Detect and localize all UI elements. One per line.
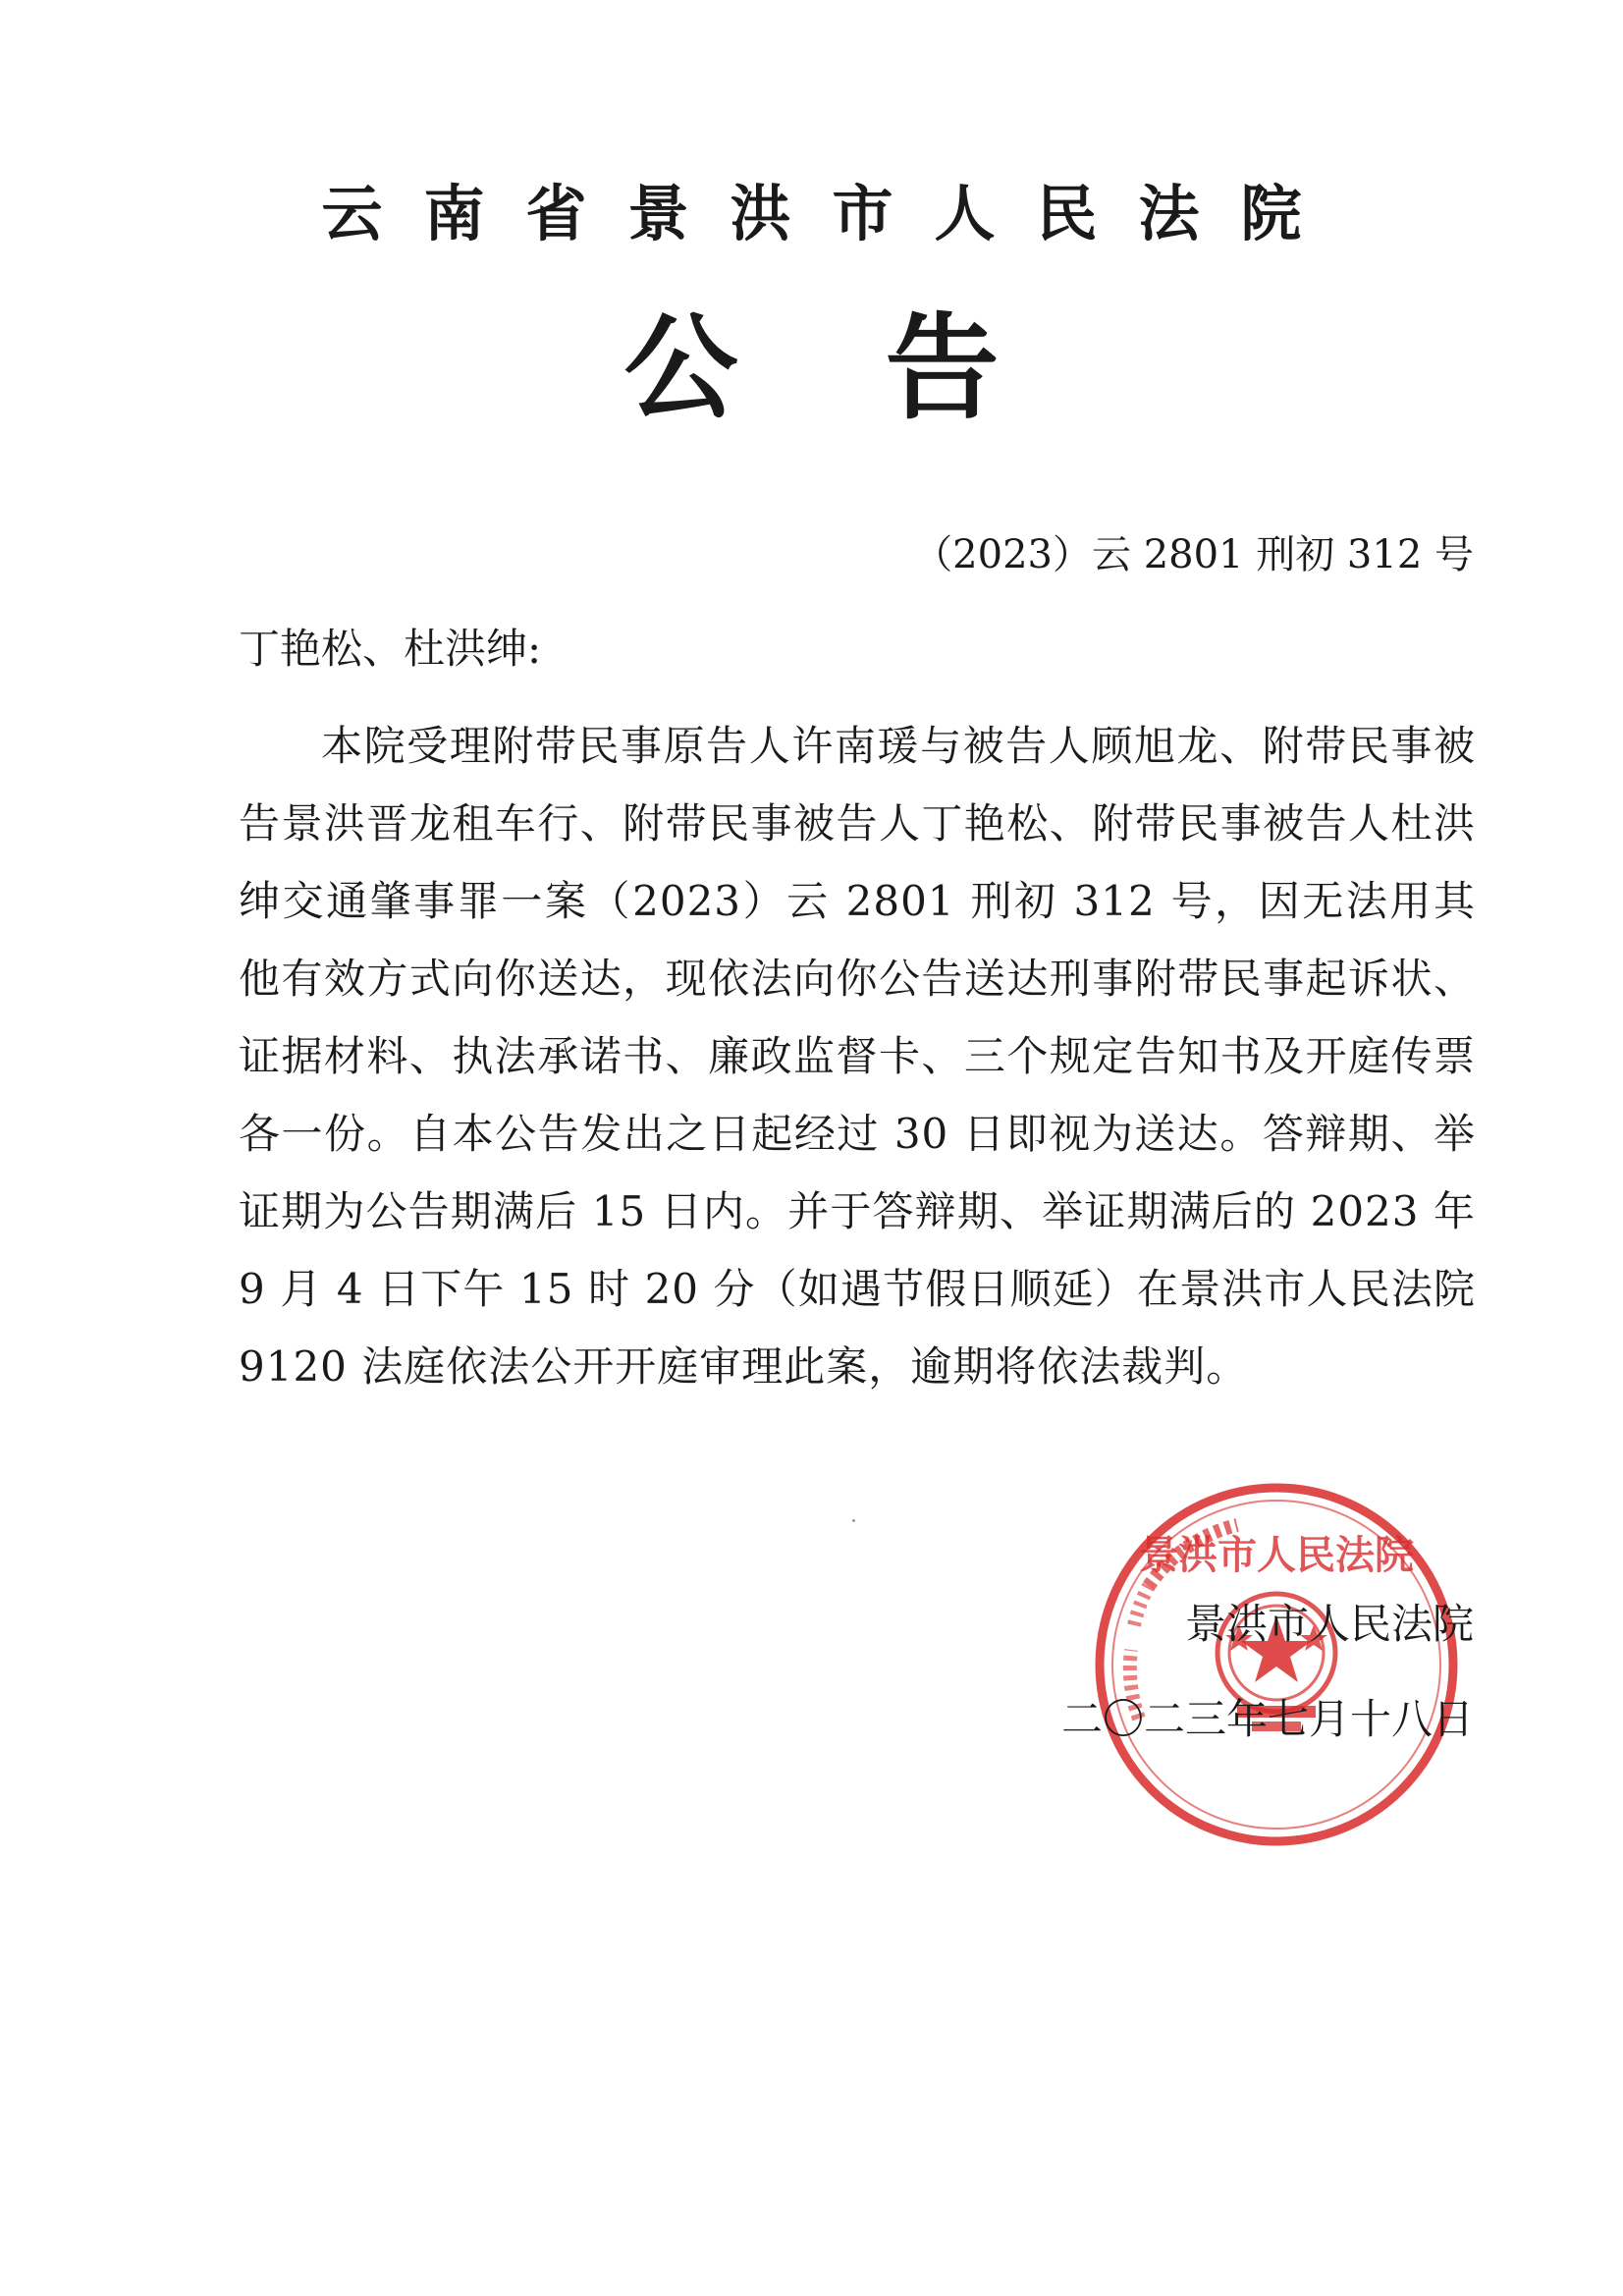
notice-body: 本院受理附带民事原告人许南瑗与被告人顾旭龙、附带民事被告景洪晋龙租车行、附带民事被告人丁艳松、附带民事被告人杜洪绅交通肇事罪一案（2023）云 2801 刑初 312 号，因无法用其他有效方式向你送达，现依法向你公告送达刑事附带民事起诉状、证据材料、执法承诺书、廉政监督卡、三个规定告知书及开庭传票各一份。自本公告发出之日起经过 30 日即视为送达。答辩期、举证期为公告期满后 15 日内。并于答辩期、举证期满后的 2023 年 9 月 4 日下午 15 时 20 分（如遇节假日顺延）在景洪市人民法院 9120 法庭依法公开开庭审理此案，逾期将依法裁判。	[239, 722, 1476, 1391]
addressee: 丁艳松、杜洪绅:	[239, 625, 542, 673]
case-number: （2023）云 2801 刑初 312 号	[913, 532, 1474, 577]
signature-date: 二〇二三年七月十八日	[1060, 1695, 1474, 1743]
notice-title: 公告	[623, 301, 1147, 435]
seal-text: 景洪市人民法院	[1139, 1532, 1414, 1578]
court-name-heading: 云南省景洪市人民法院	[321, 178, 1343, 249]
scan-speck	[852, 1519, 855, 1522]
signature-court: 景洪市人民法院	[1184, 1600, 1474, 1648]
court-seal-emblem	[1090, 1478, 1463, 1851]
